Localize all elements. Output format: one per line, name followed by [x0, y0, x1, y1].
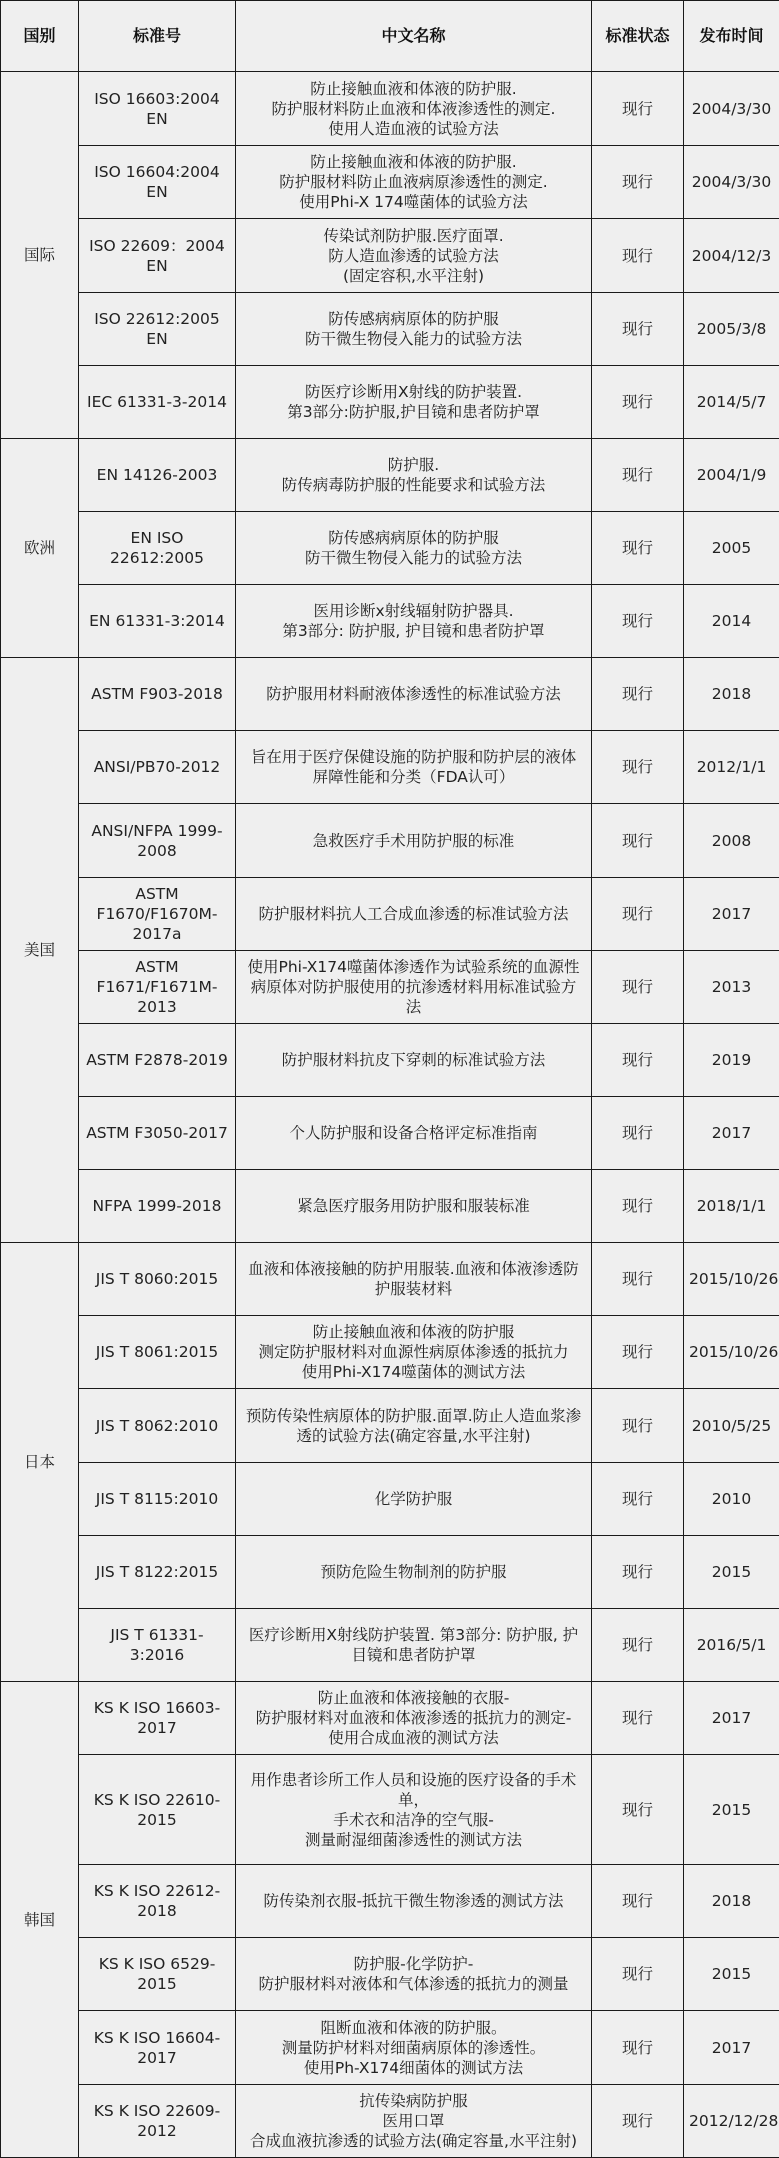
status-cell: 现行: [592, 1938, 684, 2011]
date-cell: 2004/3/30: [684, 72, 779, 146]
date-cell: 2004/3/30: [684, 146, 779, 219]
text-line: EN ISO 22612:2005: [84, 528, 230, 568]
date-cell: 2014: [684, 585, 779, 658]
date-cell: 2008: [684, 804, 779, 878]
table-row: [1, 1316, 779, 1389]
text-line: 紧急医疗服务用防护服和服装标准: [241, 1196, 586, 1216]
header-row: [1, 1, 779, 72]
text-line: 测量耐湿细菌渗透性的测试方法: [241, 1830, 586, 1850]
status-cell: 现行: [592, 1170, 684, 1243]
text-line: JIS T 8062:2010: [84, 1416, 230, 1436]
table-row: [1, 2011, 779, 2085]
standard-number-cell: [79, 512, 236, 585]
text-line: ASTM F903-2018: [84, 684, 230, 704]
text-line: 防护服材料防止血液和体液渗透性的测定.: [241, 99, 586, 119]
text-line: ISO 22609：2004: [84, 236, 230, 256]
text-line: 医疗诊断用X射线防护装置. 第3部分: 防护服, 护: [241, 1625, 586, 1645]
text-line: 2008: [84, 841, 230, 861]
chinese-name-cell: [236, 878, 592, 951]
text-line: KS K ISO 6529-2015: [84, 1954, 230, 1994]
table-row: [1, 219, 779, 293]
status-cell: 现行: [592, 2011, 684, 2085]
chinese-name-cell: [236, 1938, 592, 2011]
text-line: 2018: [84, 1901, 230, 1921]
text-line: 使用Phi-X 174噬菌体的试验方法: [241, 192, 586, 212]
text-line: 2012: [84, 2121, 230, 2141]
chinese-name-cell: [236, 1170, 592, 1243]
standard-number-cell: [79, 1463, 236, 1536]
standard-number-cell: [79, 72, 236, 146]
date-cell: 2014/5/7: [684, 366, 779, 439]
text-line: KS K ISO 22610-: [84, 1790, 230, 1810]
table-row: [1, 1865, 779, 1938]
text-line: F1670/F1670M-: [84, 904, 230, 924]
table-row: [1, 1609, 779, 1682]
date-cell: 2015/10/26: [684, 1243, 779, 1316]
date-cell: 2017: [684, 878, 779, 951]
text-line: ASTM F3050-2017: [84, 1123, 230, 1143]
status-cell: 现行: [592, 1389, 684, 1463]
text-line: 防护服.: [241, 455, 586, 475]
text-line: 抗传染病防护服: [241, 2091, 586, 2111]
status-cell: 现行: [592, 1682, 684, 1755]
standard-number-cell: [79, 1389, 236, 1463]
table-row: [1, 658, 779, 731]
text-line: 2017: [84, 1718, 230, 1738]
standard-number-cell: [79, 878, 236, 951]
text-line: 防传病毒防护服的性能要求和试验方法: [241, 475, 586, 495]
text-line: 预防传染性病原体的防护服.面罩.防止人造血浆渗: [241, 1406, 586, 1426]
text-line: 测量防护材料对细菌病原体的渗透性。: [241, 2038, 586, 2058]
standard-number-cell: [79, 731, 236, 804]
text-line: NFPA 1999-2018: [84, 1196, 230, 1216]
standard-number-cell: [79, 1865, 236, 1938]
table-row: [1, 1024, 779, 1097]
header-date: 发布时间: [684, 1, 779, 72]
chinese-name-cell: [236, 72, 592, 146]
text-line: 急救医疗手术用防护服的标准: [241, 831, 586, 851]
standard-number-cell: [79, 1097, 236, 1170]
chinese-name-cell: [236, 439, 592, 512]
text-line: 医用口罩: [241, 2111, 586, 2131]
standard-number-cell: [79, 2085, 236, 2158]
text-line: JIS T 8060:2015: [84, 1269, 230, 1289]
status-cell: 现行: [592, 1024, 684, 1097]
standard-number-cell: [79, 804, 236, 878]
text-line: 防护服材料对血液和体液渗透的抵抗力的测定-: [241, 1708, 586, 1728]
table-row: [1, 585, 779, 658]
status-cell: 现行: [592, 1463, 684, 1536]
chinese-name-cell: [236, 1316, 592, 1389]
date-cell: 2004/12/3: [684, 219, 779, 293]
date-cell: 2019: [684, 1024, 779, 1097]
table-body: [1, 72, 779, 2158]
date-cell: 2010/5/25: [684, 1389, 779, 1463]
text-line: KS K ISO 22612-: [84, 1881, 230, 1901]
table-row: [1, 1536, 779, 1609]
text-line: ASTM: [84, 957, 230, 977]
status-cell: 现行: [592, 219, 684, 293]
standard-number-cell: [79, 366, 236, 439]
table-row: [1, 1170, 779, 1243]
text-line: 防人造血渗透的试验方法: [241, 246, 586, 266]
chinese-name-cell: [236, 1463, 592, 1536]
table-row: [1, 804, 779, 878]
date-cell: 2016/5/1: [684, 1609, 779, 1682]
country-cell: 国际: [1, 72, 79, 439]
standard-number-cell: [79, 585, 236, 658]
date-cell: 2012/1/1: [684, 731, 779, 804]
text-line: 使用Phi-X174噬菌体渗透作为试验系统的血源性: [241, 957, 586, 977]
text-line: 使用Ph-X174细菌体的测试方法: [241, 2058, 586, 2078]
table-row: [1, 1755, 779, 1865]
header-name: 中文名称: [236, 1, 592, 72]
country-cell: 日本: [1, 1243, 79, 1682]
standard-number-cell: [79, 1170, 236, 1243]
text-line: 2015: [84, 1810, 230, 1830]
date-cell: 2015/10/26: [684, 1316, 779, 1389]
chinese-name-cell: [236, 512, 592, 585]
date-cell: 2005/3/8: [684, 293, 779, 366]
text-line: ASTM F2878-2019: [84, 1050, 230, 1070]
table-row: [1, 1097, 779, 1170]
text-line: 第3部分:防护服,护目镜和患者防护罩: [241, 402, 586, 422]
text-line: 病原体对防护服使用的抗渗透材料用标准试验方: [241, 977, 586, 997]
text-line: 防止接触血液和体液的防护服.: [241, 152, 586, 172]
chinese-name-cell: [236, 1536, 592, 1609]
table-row: [1, 951, 779, 1024]
header-standard-no: 标准号: [79, 1, 236, 72]
status-cell: 现行: [592, 1097, 684, 1170]
text-line: 阻断血液和体液的防护服。: [241, 2018, 586, 2038]
text-line: 法: [241, 997, 586, 1017]
chinese-name-cell: [236, 293, 592, 366]
text-line: 2017a: [84, 924, 230, 944]
text-line: 血液和体液接触的防护用服装.血液和体液渗透防: [241, 1259, 586, 1279]
chinese-name-cell: [236, 1389, 592, 1463]
text-line: 传染试剂防护服.医疗面罩.: [241, 226, 586, 246]
country-cell: 欧洲: [1, 439, 79, 658]
status-cell: 现行: [592, 1755, 684, 1865]
status-cell: 现行: [592, 1243, 684, 1316]
date-cell: 2015: [684, 1755, 779, 1865]
text-line: F1671/F1671M-: [84, 977, 230, 997]
table-row: [1, 1682, 779, 1755]
standard-number-cell: [79, 439, 236, 512]
standard-number-cell: [79, 1938, 236, 2011]
text-line: ANSI/PB70-2012: [84, 757, 230, 777]
status-cell: 现行: [592, 72, 684, 146]
chinese-name-cell: [236, 1682, 592, 1755]
date-cell: 2018/1/1: [684, 1170, 779, 1243]
status-cell: 现行: [592, 2085, 684, 2158]
table-row: [1, 2085, 779, 2158]
table-row: [1, 1389, 779, 1463]
status-cell: 现行: [592, 585, 684, 658]
header-country: 国别: [1, 1, 79, 72]
text-line: 第3部分: 防护服, 护目镜和患者防护罩: [241, 621, 586, 641]
date-cell: 2015: [684, 1536, 779, 1609]
standard-number-cell: [79, 1755, 236, 1865]
chinese-name-cell: [236, 2011, 592, 2085]
table-row: [1, 293, 779, 366]
text-line: 旨在用于医疗保健设施的防护服和防护层的液体: [241, 747, 586, 767]
status-cell: 现行: [592, 439, 684, 512]
date-cell: 2017: [684, 2011, 779, 2085]
text-line: ASTM: [84, 884, 230, 904]
text-line: 用作患者诊所工作人员和设施的医疗设备的手术单，: [241, 1770, 586, 1810]
text-line: 化学防护服: [241, 1489, 586, 1509]
text-line: 使用合成血液的测试方法: [241, 1728, 586, 1748]
status-cell: 现行: [592, 731, 684, 804]
text-line: 防止接触血液和体液的防护服: [241, 1322, 586, 1342]
text-line: 合成血液抗渗透的试验方法(确定容量,水平注射): [241, 2131, 586, 2151]
status-cell: 现行: [592, 146, 684, 219]
status-cell: 现行: [592, 366, 684, 439]
status-cell: 现行: [592, 293, 684, 366]
chinese-name-cell: [236, 731, 592, 804]
text-line: EN 14126-2003: [84, 465, 230, 485]
text-line: JIS T 61331-3:2016: [84, 1625, 230, 1665]
text-line: JIS T 8115:2010: [84, 1489, 230, 1509]
text-line: 目镜和患者防护罩: [241, 1645, 586, 1665]
chinese-name-cell: [236, 585, 592, 658]
text-line: JIS T 8122:2015: [84, 1562, 230, 1582]
status-cell: 现行: [592, 658, 684, 731]
status-cell: 现行: [592, 1536, 684, 1609]
text-line: 手术衣和洁净的空气服-: [241, 1810, 586, 1830]
text-line: IEC 61331-3-2014: [84, 392, 230, 412]
date-cell: 2018: [684, 658, 779, 731]
table-row: [1, 1938, 779, 2011]
text-line: ANSI/NFPA 1999-: [84, 821, 230, 841]
standard-number-cell: [79, 1536, 236, 1609]
status-cell: 现行: [592, 512, 684, 585]
standard-number-cell: [79, 219, 236, 293]
text-line: 使用Phi-X174噬菌体的测试方法: [241, 1362, 586, 1382]
status-cell: 现行: [592, 878, 684, 951]
date-cell: 2012/12/28: [684, 2085, 779, 2158]
chinese-name-cell: [236, 2085, 592, 2158]
status-cell: 现行: [592, 804, 684, 878]
standard-number-cell: [79, 1316, 236, 1389]
text-line: 透的试验方法(确定容量,水平注射): [241, 1426, 586, 1446]
date-cell: 2015: [684, 1938, 779, 2011]
date-cell: 2018: [684, 1865, 779, 1938]
date-cell: 2017: [684, 1682, 779, 1755]
status-cell: 现行: [592, 951, 684, 1024]
status-cell: 现行: [592, 1609, 684, 1682]
chinese-name-cell: [236, 1097, 592, 1170]
text-line: KS K ISO 22609-: [84, 2101, 230, 2121]
text-line: 防干微生物侵入能力的试验方法: [241, 329, 586, 349]
chinese-name-cell: [236, 1755, 592, 1865]
text-line: 2013: [84, 997, 230, 1017]
chinese-name-cell: [236, 146, 592, 219]
text-line: 防止接触血液和体液的防护服.: [241, 79, 586, 99]
standard-number-cell: [79, 2011, 236, 2085]
country-cell: 美国: [1, 658, 79, 1243]
text-line: KS K ISO 16604-: [84, 2028, 230, 2048]
standard-number-cell: [79, 293, 236, 366]
table-row: [1, 1243, 779, 1316]
text-line: 防止血液和体液接触的衣服-: [241, 1688, 586, 1708]
text-line: JIS T 8061:2015: [84, 1342, 230, 1362]
text-line: 护服装材料: [241, 1279, 586, 1299]
table-row: [1, 1463, 779, 1536]
text-line: 防传感病病原体的防护服: [241, 528, 586, 548]
text-line: 防传感病病原体的防护服: [241, 309, 586, 329]
text-line: 使用人造血液的试验方法: [241, 119, 586, 139]
status-cell: 现行: [592, 1865, 684, 1938]
text-line: (固定容积,水平注射): [241, 266, 586, 286]
header-status: 标准状态: [592, 1, 684, 72]
date-cell: 2013: [684, 951, 779, 1024]
text-line: KS K ISO 16603-: [84, 1698, 230, 1718]
standard-number-cell: [79, 1682, 236, 1755]
chinese-name-cell: [236, 1243, 592, 1316]
text-line: 2017: [84, 2048, 230, 2068]
text-line: 防护服材料抗人工合成血渗透的标准试验方法: [241, 904, 586, 924]
standard-number-cell: [79, 146, 236, 219]
date-cell: 2004/1/9: [684, 439, 779, 512]
country-cell: 韩国: [1, 1682, 79, 2158]
text-line: 防护服材料防止血液病原渗透性的测定.: [241, 172, 586, 192]
standard-number-cell: [79, 1243, 236, 1316]
standard-number-cell: [79, 951, 236, 1024]
table-row: [1, 731, 779, 804]
chinese-name-cell: [236, 1609, 592, 1682]
text-line: 防医疗诊断用X射线的防护装置.: [241, 382, 586, 402]
chinese-name-cell: [236, 366, 592, 439]
table-row: [1, 512, 779, 585]
text-line: 防护服材料对液体和气体渗透的抵抗力的测量: [241, 1974, 586, 1994]
text-line: 防护服-化学防护-: [241, 1954, 586, 1974]
text-line: 防干微生物侵入能力的试验方法: [241, 548, 586, 568]
chinese-name-cell: [236, 658, 592, 731]
text-line: 防传染剂衣服-抵抗干微生物渗透的测试方法: [241, 1891, 586, 1911]
text-line: 屏障性能和分类（FDA认可）: [241, 767, 586, 787]
text-line: ISO 16603:2004 EN: [84, 89, 230, 129]
standard-number-cell: [79, 658, 236, 731]
standard-number-cell: [79, 1609, 236, 1682]
text-line: EN 61331-3:2014: [84, 611, 230, 631]
chinese-name-cell: [236, 1024, 592, 1097]
table-row: [1, 72, 779, 146]
text-line: 个人防护服和设备合格评定标准指南: [241, 1123, 586, 1143]
text-line: 测定防护服材料对血源性病原体渗透的抵抗力: [241, 1342, 586, 1362]
table-row: [1, 878, 779, 951]
text-line: 预防危险生物制剂的防护服: [241, 1562, 586, 1582]
status-cell: 现行: [592, 1316, 684, 1389]
text-line: EN: [84, 256, 230, 276]
table-row: [1, 146, 779, 219]
chinese-name-cell: [236, 804, 592, 878]
chinese-name-cell: [236, 951, 592, 1024]
date-cell: 2017: [684, 1097, 779, 1170]
text-line: 医用诊断x射线辐射防护器具.: [241, 601, 586, 621]
text-line: ISO 22612:2005 EN: [84, 309, 230, 349]
table-row: [1, 439, 779, 512]
table-row: [1, 366, 779, 439]
standard-number-cell: [79, 1024, 236, 1097]
date-cell: 2010: [684, 1463, 779, 1536]
chinese-name-cell: [236, 1865, 592, 1938]
chinese-name-cell: [236, 219, 592, 293]
text-line: 防护服材料抗皮下穿刺的标准试验方法: [241, 1050, 586, 1070]
date-cell: 2005: [684, 512, 779, 585]
text-line: ISO 16604:2004 EN: [84, 162, 230, 202]
text-line: 防护服用材料耐液体渗透性的标准试验方法: [241, 684, 586, 704]
